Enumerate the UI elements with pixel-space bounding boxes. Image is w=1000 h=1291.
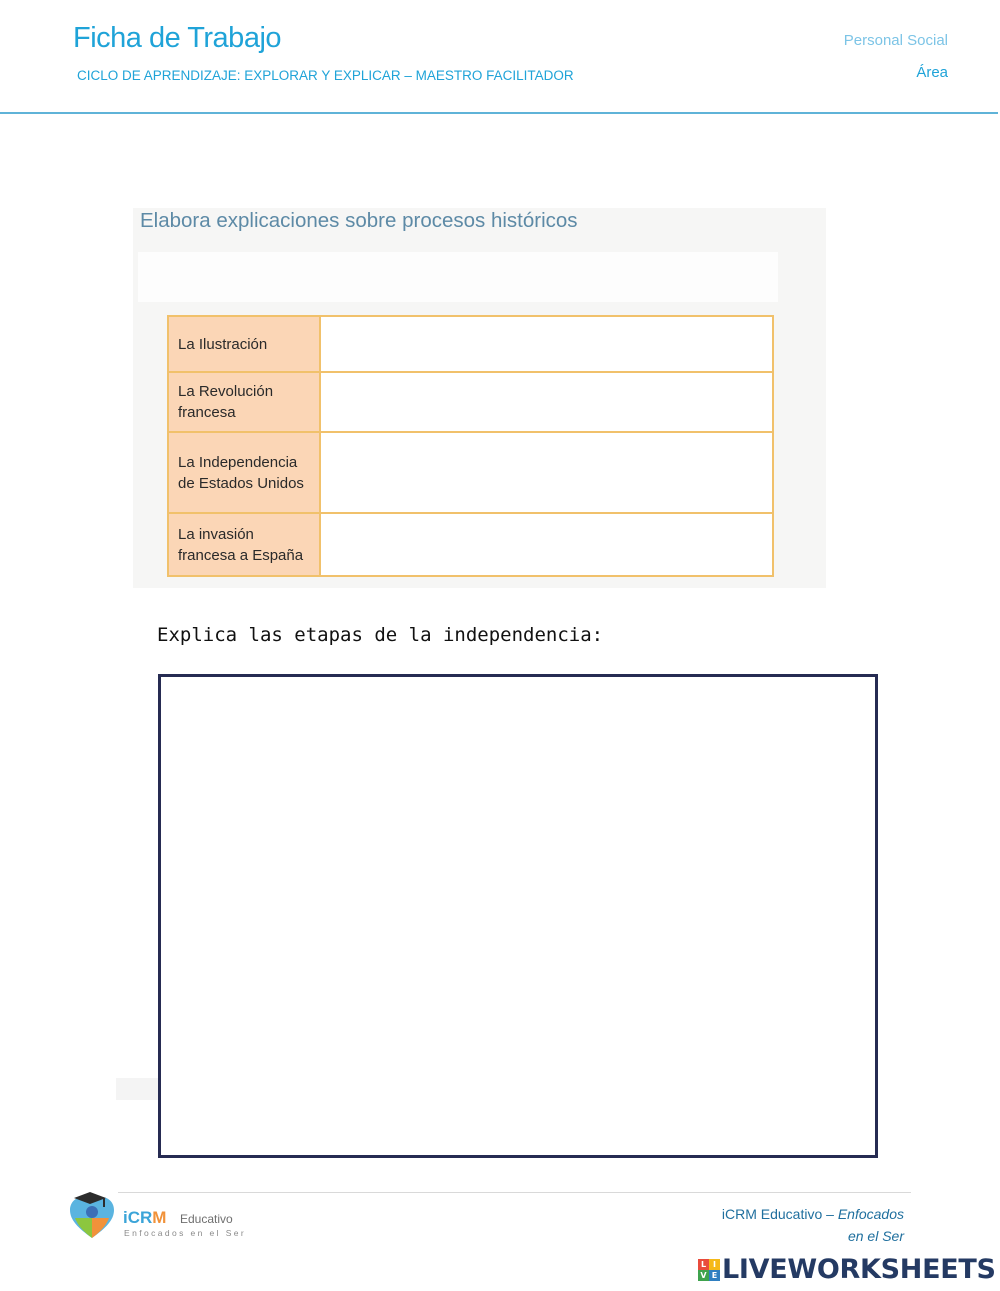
- header-divider: [0, 112, 998, 114]
- org-name: iCRM Educativo: [721, 1206, 823, 1222]
- liveworksheets-icon: [698, 1259, 720, 1281]
- lw-letter: L: [698, 1259, 709, 1270]
- answer-textbox[interactable]: [158, 674, 878, 1158]
- question-prompt: Explica las etapas de la independencia:: [157, 624, 604, 646]
- brand-icrm-m: M: [152, 1208, 167, 1227]
- org-motto: Enfocados: [837, 1206, 904, 1222]
- exercise-title: Elabora explicaciones sobre procesos históricos: [140, 209, 578, 232]
- brand-educativo: Educativo: [180, 1212, 233, 1226]
- cycle-subtitle: CICLO DE APRENDIZAJE: EXPLORAR Y EXPLICAR – MAESTRO FACILITADOR: [77, 68, 574, 83]
- footer-divider: [118, 1192, 911, 1193]
- subject-label: Personal Social: [843, 32, 948, 49]
- answer-cell-ilustracion[interactable]: [320, 316, 773, 372]
- lw-letter: E: [709, 1270, 720, 1281]
- table-row: [168, 513, 773, 576]
- row-label: La Ilustración: [168, 316, 320, 372]
- brand-name: [123, 1208, 166, 1228]
- footer-organization: [722, 1206, 904, 1222]
- area-label: Área: [916, 64, 948, 81]
- row-label: La Revolución francesa: [168, 372, 320, 432]
- table-row: [168, 316, 773, 372]
- row-label: La Independencia de Estados Unidos: [168, 432, 320, 513]
- lw-letter: I: [709, 1259, 720, 1270]
- liveworksheets-watermark: LIVEWORKSHEETS: [722, 1254, 996, 1285]
- row-label: La invasión francesa a España: [168, 513, 320, 576]
- lw-letter: V: [698, 1270, 709, 1281]
- exercise-image-band: [138, 252, 778, 302]
- brand-icrm: iCRM: [123, 1208, 167, 1227]
- answer-cell-invasion-francesa[interactable]: [320, 513, 773, 576]
- page-title: Ficha de Trabajo: [73, 22, 282, 54]
- org-separator: –: [822, 1206, 838, 1222]
- table-row: [168, 372, 773, 432]
- history-table: [167, 315, 774, 577]
- icrm-logo-icon: [64, 1188, 120, 1244]
- brand-tagline: Enfocados en el Ser: [124, 1228, 247, 1238]
- answer-cell-independencia-eeuu[interactable]: [320, 432, 773, 513]
- answer-cell-revolucion-francesa[interactable]: [320, 372, 773, 432]
- footer-motto-line2: en el Ser: [847, 1228, 904, 1244]
- table-row: [168, 432, 773, 513]
